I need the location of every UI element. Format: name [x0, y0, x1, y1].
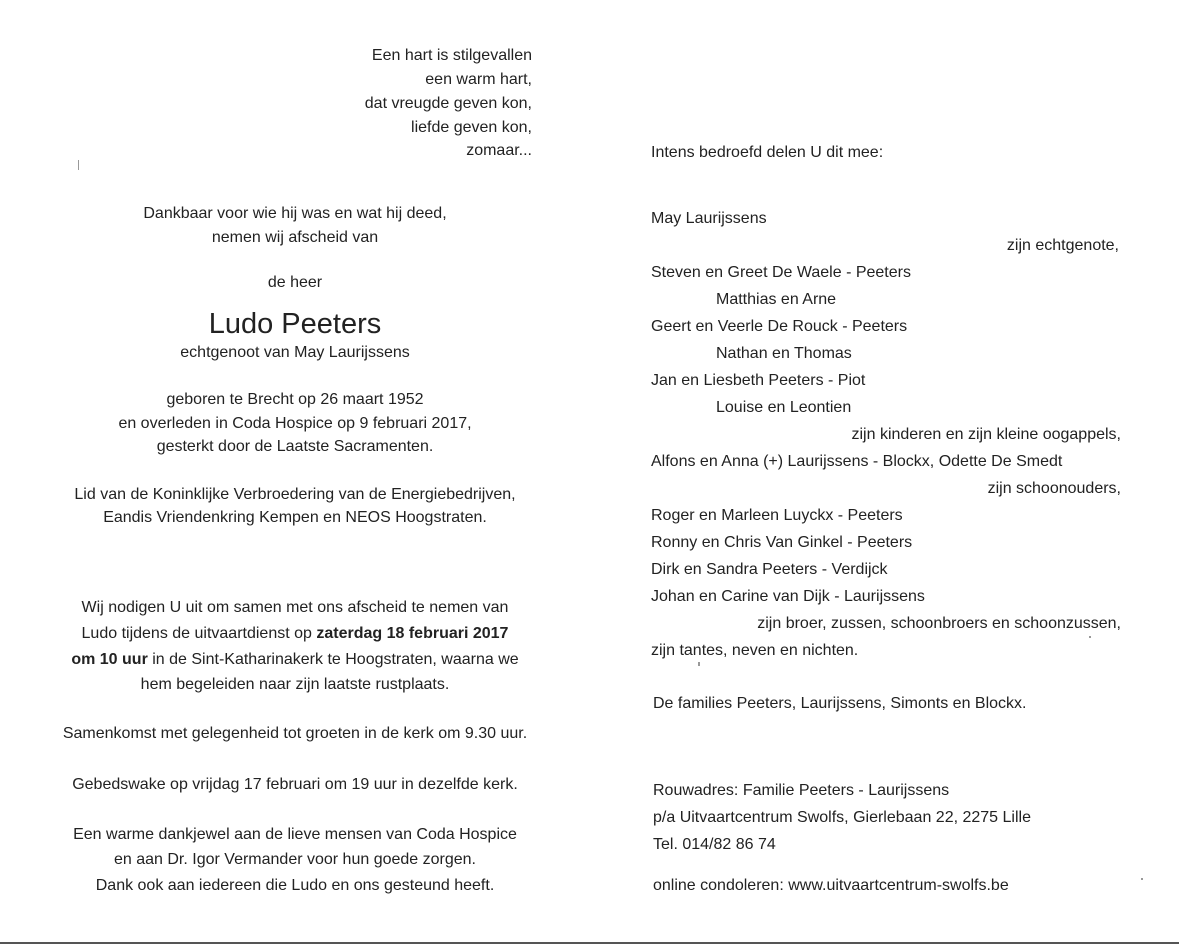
child-family: Geert en Veerle De Rouck - Peeters [651, 318, 908, 335]
deceased-name: Ludo Peeters [208, 308, 382, 340]
address-line: p/a Uitvaartcentrum Swolfs, Gierlebaan 22, 2275 Lille [653, 809, 1031, 826]
life-detail: geboren te Brecht op 26 maart 1952 [166, 391, 424, 408]
intro-line: Dankbaar voor wie hij was en wat hij deed, [143, 205, 447, 222]
thanks-line: en aan Dr. Igor Vermander voor hun goede zorgen. [113, 851, 476, 868]
membership-line: Lid van de Koninklijke Verbroedering van de Energiebedrijven, [74, 486, 516, 503]
child-family: Steven en Greet De Waele - Peeters [651, 264, 911, 281]
title-prefix: de heer [267, 274, 323, 291]
life-detail: en overleden in Coda Hospice op 9 februari 2017, [118, 415, 472, 432]
poem-line: dat vreugde geven kon, [364, 95, 532, 112]
ceremony-date: zaterdag 18 februari 2017 [316, 625, 509, 642]
sibling-family: Johan en Carine van Dijk - Laurijssens [651, 588, 925, 605]
families-line: De families Peeters, Laurijssens, Simonts en Blockx. [653, 695, 1027, 712]
thanks-line: Dank ook aan iedereen die Ludo en ons gesteund heeft. [95, 877, 495, 894]
page-edge [0, 942, 1179, 944]
invitation-line: Ludo tijdens de uitvaartdienst op zaterdag 18 februari 2017 [81, 625, 509, 642]
ceremony-time: om 10 uur [71, 651, 148, 668]
invitation-line: hem begeleiden naar zijn laatste rustplaats. [140, 676, 450, 693]
phone-line: Tel. 014/82 86 74 [653, 836, 776, 853]
children-role: zijn kinderen en zijn kleine oogappels, [851, 426, 1121, 443]
scan-speck [698, 662, 700, 666]
poem-line: Een hart is stilgevallen [371, 47, 532, 64]
relatives-line: zijn tantes, neven en nichten. [651, 642, 859, 659]
siblings-role: zijn broer, zussen, schoonbroers en schoonzussen, [757, 615, 1121, 632]
poem-line: liefde geven kon, [411, 119, 532, 136]
scan-speck [1141, 878, 1143, 880]
announcement: Intens bedroefd delen U dit mee: [651, 144, 884, 161]
parents-in-law-role: zijn schoonouders, [987, 480, 1121, 497]
vigil-note: Gebedswake op vrijdag 17 februari om 19 uur in dezelfde kerk. [72, 776, 518, 793]
invitation-line: om 10 uur in de Sint-Katharinakerk te Hoogstraten, waarna we [71, 651, 519, 668]
scan-speck [78, 160, 79, 170]
condolence-link: online condoleren: www.uitvaartcentrum-swolfs.be [653, 877, 1009, 894]
scan-speck [1089, 636, 1091, 638]
sibling-family: Dirk en Sandra Peeters - Verdijck [651, 561, 888, 578]
grandchildren: Louise en Leontien [716, 399, 852, 416]
invitation-line: Wij nodigen U uit om samen met ons afscheid te nemen van [81, 599, 509, 616]
poem-line: zomaar... [466, 142, 532, 159]
sibling-family: Roger en Marleen Luyckx - Peeters [651, 507, 903, 524]
spouse-role: zijn echtgenote, [1006, 237, 1119, 254]
life-detail: gesterkt door de Laatste Sacramenten. [156, 438, 434, 455]
membership-line: Eandis Vriendenkring Kempen en NEOS Hoogstraten. [103, 509, 487, 526]
address-line: Rouwadres: Familie Peeters - Laurijssens [653, 782, 950, 799]
child-family: Jan en Liesbeth Peeters - Piot [651, 372, 866, 389]
grandchildren: Matthias en Arne [716, 291, 837, 308]
grandchildren: Nathan en Thomas [716, 345, 852, 362]
thanks-line: Een warme dankjewel aan de lieve mensen van Coda Hospice [73, 826, 517, 843]
sibling-family: Ronny en Chris Van Ginkel - Peeters [651, 534, 913, 551]
spouse-line: echtgenoot van May Laurijssens [180, 344, 410, 361]
poem-line: een warm hart, [425, 71, 532, 88]
gathering-note: Samenkomst met gelegenheid tot groeten in de kerk om 9.30 uur. [62, 725, 528, 742]
intro-line: nemen wij afscheid van [211, 229, 379, 246]
parents-in-law: Alfons en Anna (+) Laurijssens - Blockx, Odette De Smedt [651, 453, 1063, 470]
spouse-name: May Laurijssens [651, 210, 767, 227]
